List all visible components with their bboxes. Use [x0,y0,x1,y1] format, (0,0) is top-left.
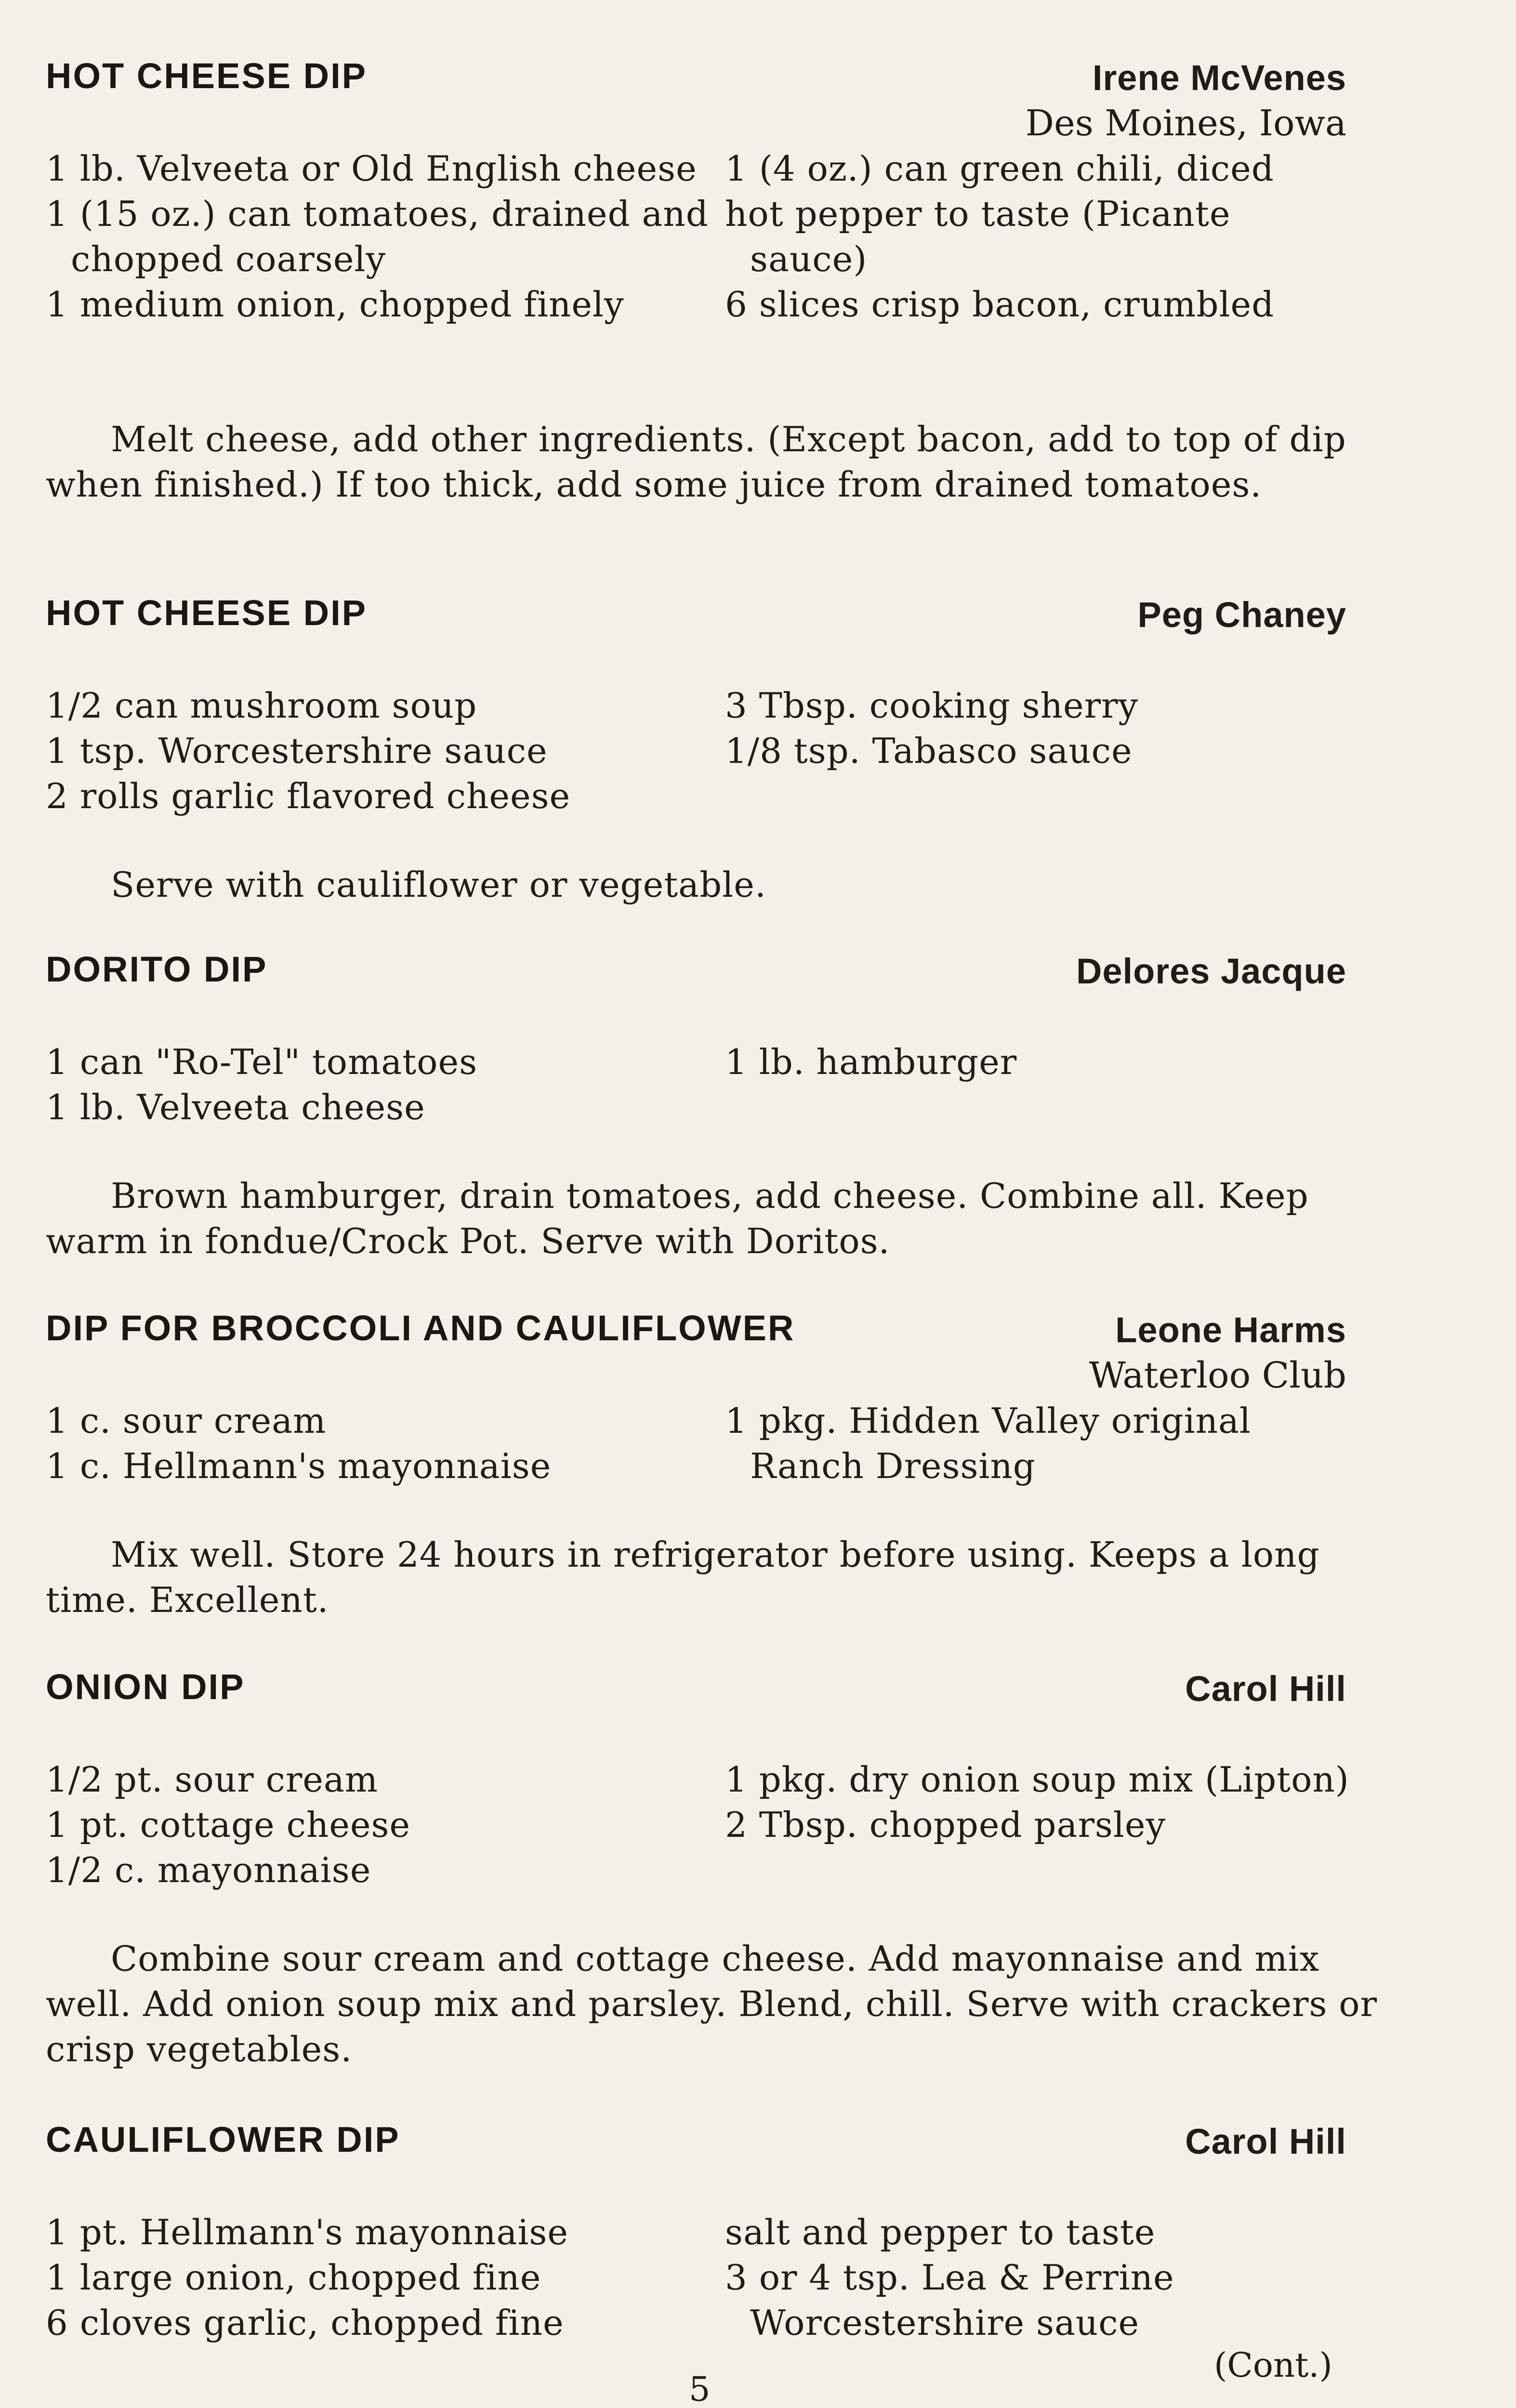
ingredients-right [725,2210,1351,2345]
ingredient: 1 pt. cottage cheese [46,1805,411,1845]
author-location: Des Moines, Iowa [1025,103,1346,144]
recipe-title: DORITO DIP [46,949,268,989]
ingredient: 1 pt. Hellmann's mayonnaise [46,2212,568,2252]
ingredients-left [46,2210,720,2345]
ingredient: 1/2 c. mayonnaise [46,1850,371,1890]
ingredient: 1 (15 oz.) can tomatoes, drained and chopped coarsely [46,194,709,279]
ingredient: 1 lb. Velveeta cheese [46,1087,425,1127]
recipe-title: HOT CHEESE DIP [46,56,367,96]
ingredients-left [46,1757,720,1893]
recipe-title: ONION DIP [46,1667,245,1707]
author-name: Irene McVenes [1092,58,1346,98]
ingredient: 1 large onion, chopped fine [46,2257,541,2298]
recipe-author [1076,949,1346,994]
ingredients-left [46,683,720,819]
instructions: Melt cheese, add other ingredients. (Except bacon, add to top of dip when finished.) If too thick, add some juice from drained tomatoes. [46,419,1346,505]
ingredients-right [725,683,1351,773]
ingredient: 1/2 can mushroom soup [46,685,477,726]
recipe-author [1185,1666,1346,1712]
ingredients-left [46,146,720,327]
ingredient: 1 pkg. Hidden Valley original Ranch Dressing [725,1400,1251,1486]
ingredient: 2 Tbsp. chopped parsley [725,1805,1166,1845]
author-name: Carol Hill [1185,2121,1346,2161]
ingredient: 2 rolls garlic flavored cheese [46,776,571,816]
ingredients-right [725,1757,1351,1847]
ingredients-left [46,1039,720,1130]
ingredient: 1 tsp. Worcestershire sauce [46,731,548,771]
ingredient: 1 c. Hellmann's mayonnaise [46,1446,552,1486]
ingredient: 1 pkg. dry onion soup mix (Lipton) [725,1759,1349,1800]
recipe-title: HOT CHEESE DIP [46,593,367,633]
author-location: Waterloo Club [1089,1355,1346,1396]
ingredient: 1 c. sour cream [46,1400,327,1441]
ingredients-right [725,146,1351,327]
recipe-author [1137,592,1346,638]
ingredient: 1 lb. Velveeta or Old English cheese [46,148,697,189]
instructions: Serve with cauliflower or vegetable. [111,864,766,905]
recipe-title: CAULIFLOWER DIP [46,2120,400,2159]
ingredient: 3 or 4 tsp. Lea & Perrine Worcestershire sauce [725,2257,1174,2343]
author-name: Delores Jacque [1076,951,1346,991]
ingredients-right [725,1039,1351,1085]
ingredient: 1/2 pt. sour cream [46,1759,379,1800]
ingredients-right [725,1398,1351,1489]
recipe-author [1026,55,1346,146]
ingredient: 1 lb. hamburger [725,1042,1017,1082]
recipe-author [1185,2119,1346,2164]
instructions: Mix well. Store 24 hours in refrigerator before using. Keeps a long time. Excellent. [46,1534,1320,1620]
recipe-author [1089,1308,1346,1398]
ingredient: 6 cloves garlic, chopped fine [46,2303,564,2343]
page-number: 5 [689,2369,711,2408]
ingredient: 1 can "Ro-Tel" tomatoes [46,1042,478,1082]
recipe-title: DIP FOR BROCCOLI AND CAULIFLOWER [46,1308,795,1348]
ingredient: 1 (4 oz.) can green chili, diced [725,148,1274,189]
ingredient: salt and pepper to taste [725,2212,1156,2252]
ingredient: 3 Tbsp. cooking sherry [725,685,1139,726]
ingredient: 1 medium onion, chopped finely [46,284,624,325]
continued-note: (Cont.) [1214,2345,1332,2385]
ingredient: 6 slices crisp bacon, crumbled [725,284,1275,325]
instructions: Brown hamburger, drain tomatoes, add cheese. Combine all. Keep warm in fondue/Crock Pot. Serve with Doritos. [46,1176,1309,1261]
ingredient: hot pepper to taste (Picante sauce) [725,194,1231,279]
author-name: Carol Hill [1185,1669,1346,1709]
ingredients-left [46,1398,720,1489]
ingredient: 1/8 tsp. Tabasco sauce [725,731,1133,771]
instructions: Combine sour cream and cottage cheese. Add mayonnaise and mix well. Add onion soup mix and parsley. Blend, chill. Serve with crackers or crisp vegetables. [46,1938,1378,2069]
author-name: Peg Chaney [1137,595,1346,635]
author-name: Leone Harms [1115,1310,1346,1350]
